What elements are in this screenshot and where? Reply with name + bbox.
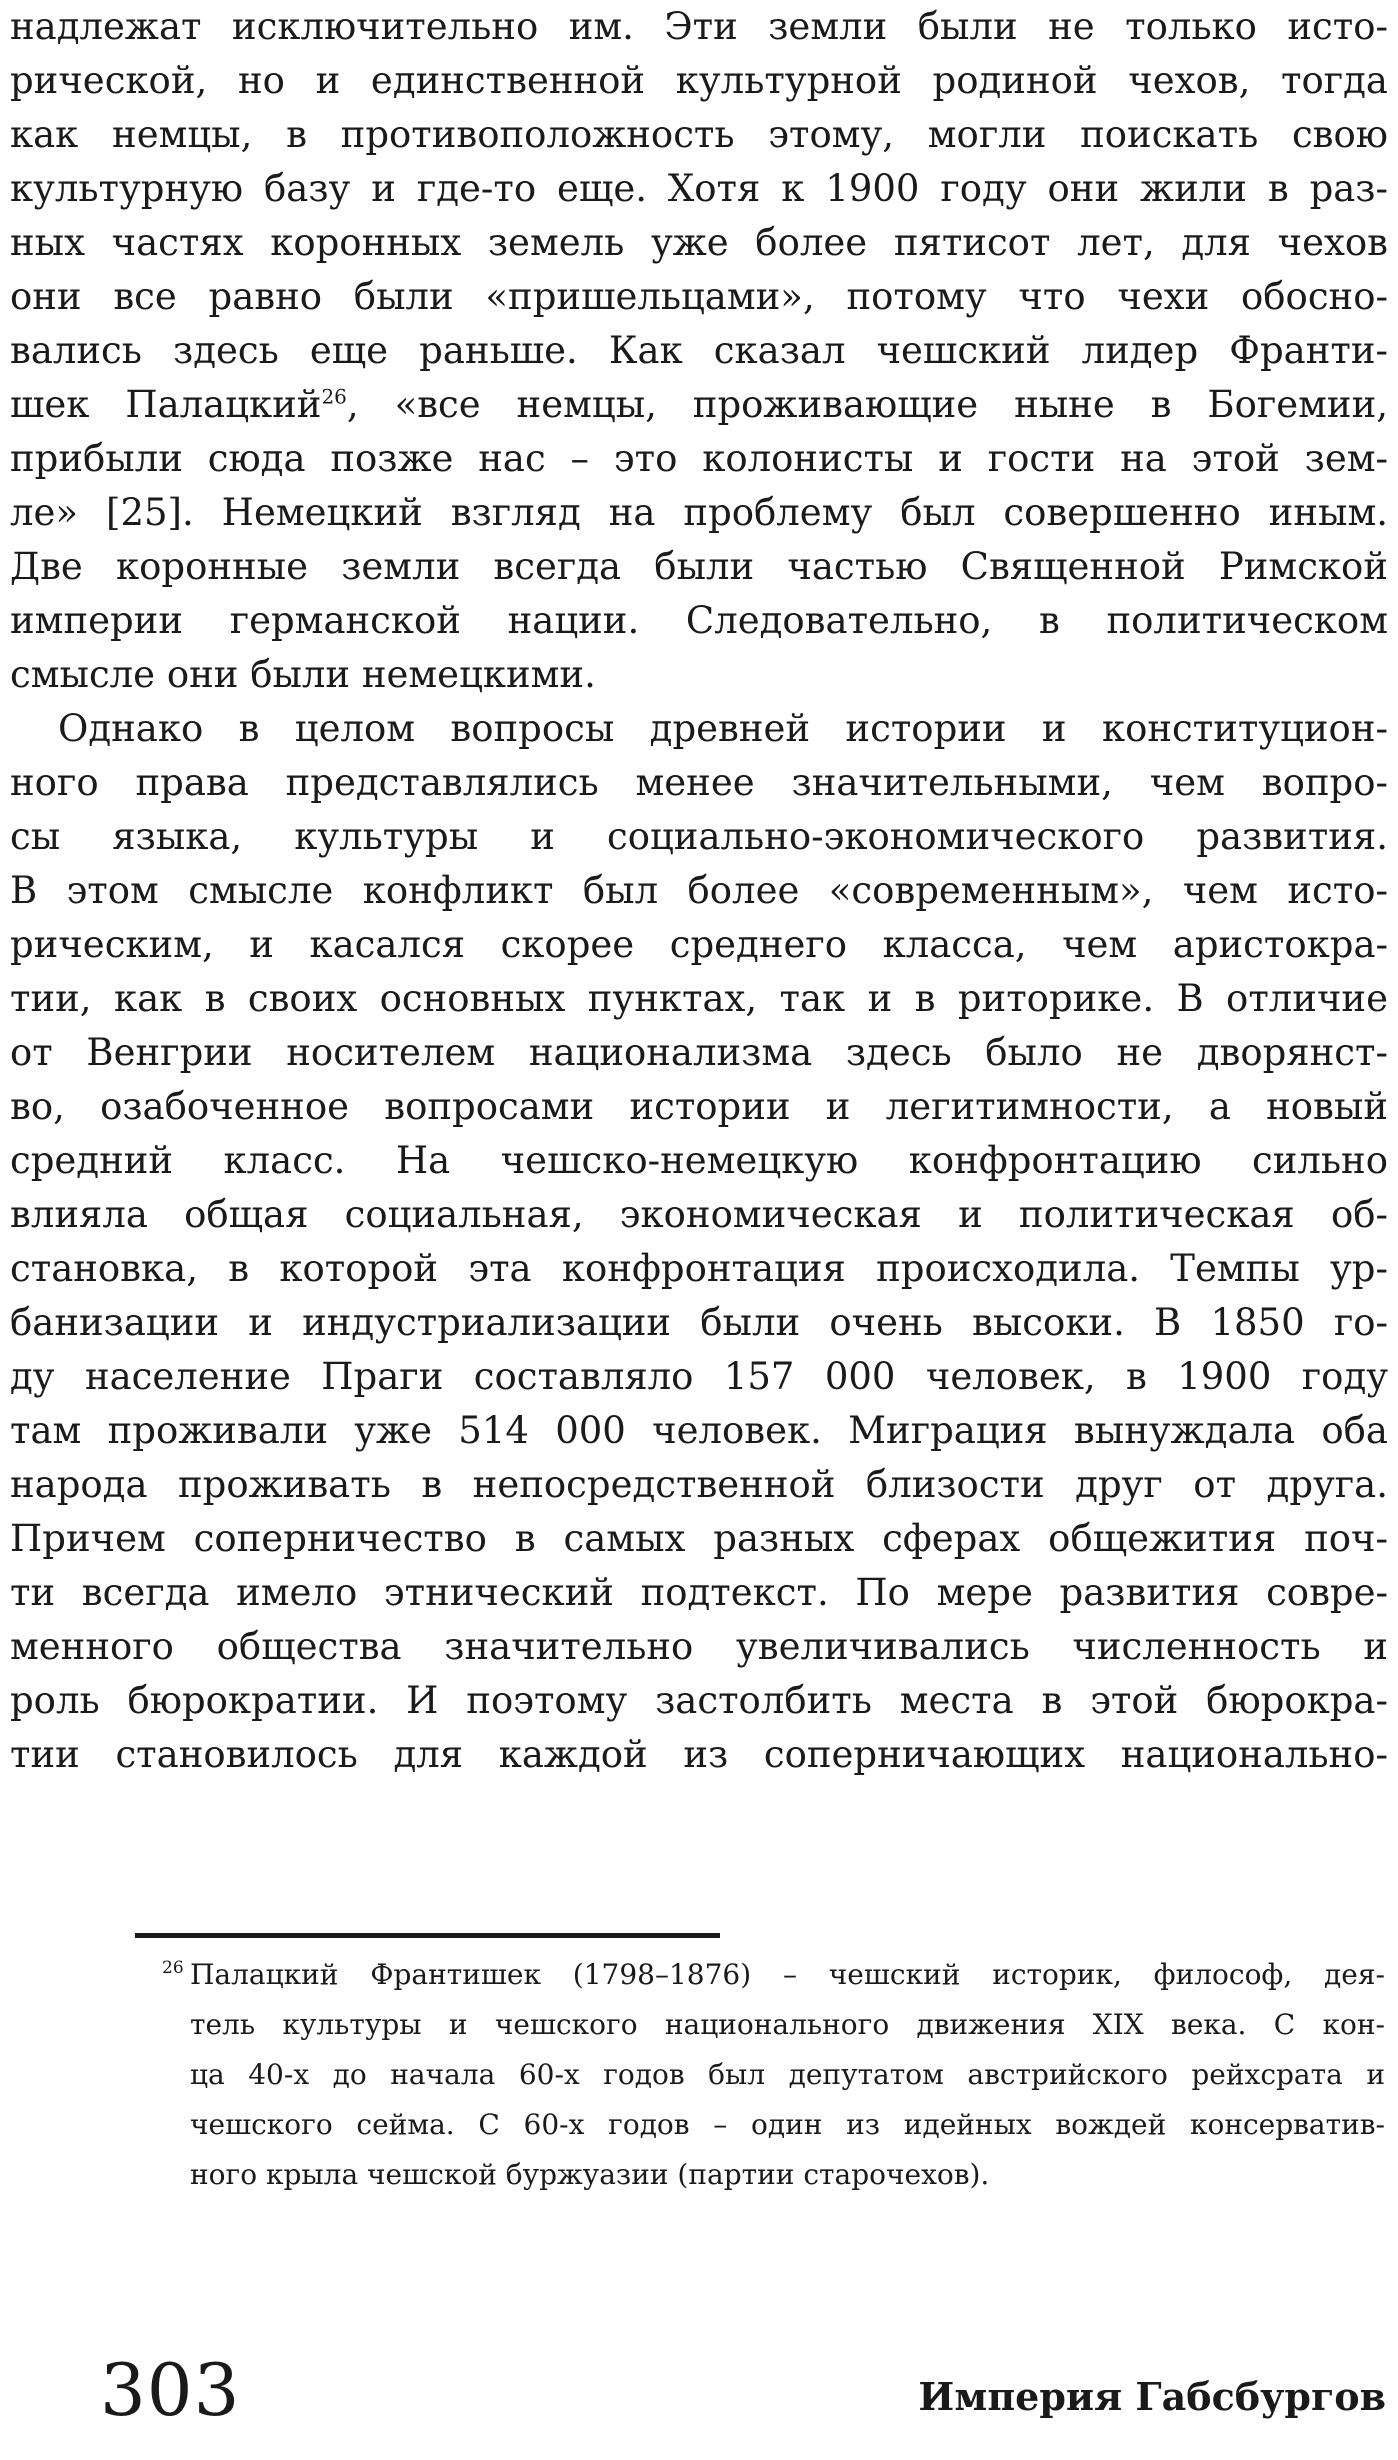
- text-line: рической, но и единственной культурной родиной чехов, тогда: [10, 59, 1388, 102]
- text-line: влияла общая социальная, экономическая и политическая об-: [10, 1193, 1388, 1236]
- text-line: надлежат исключительно им. Эти земли были не только исто-: [10, 5, 1388, 48]
- text-line: народа проживать в непосредственной близости друг от друга.: [10, 1463, 1388, 1506]
- footnote-line: ца 40-х до начала 60-х годов был депутатом австрийского рейхсрата и: [190, 2058, 1385, 2091]
- running-title: Империя Габсбургов: [918, 2374, 1386, 2419]
- text-line: В этом смысле конфликт был более «современным», чем исто-: [10, 869, 1388, 912]
- text-line: тии, как в своих основных пунктах, так и в риторике. В отличие: [10, 977, 1388, 1020]
- footnote-marker: 26: [162, 1958, 184, 1978]
- text-line: они все равно были «пришельцами», потому что чехи обосно-: [10, 275, 1388, 318]
- footnote-divider: [135, 1933, 720, 1938]
- text-line: ду население Праги составляло 157 000 человек, в 1900 году: [10, 1355, 1388, 1398]
- text-line: культурную базу и где-то еще. Хотя к 1900 году они жили в раз-: [10, 167, 1388, 210]
- text-line: там проживали уже 514 000 человек. Миграция вынуждала оба: [10, 1409, 1388, 1452]
- text-line: средний класс. На чешско-немецкую конфронтацию сильно: [10, 1139, 1388, 1182]
- text-line: менного общества значительно увеличивались численность и: [10, 1625, 1388, 1668]
- text-line: ти всегда имело этнический подтекст. По мере развития совре-: [10, 1571, 1388, 1614]
- text-line: рическим, и касался скорее среднего класса, чем аристокра-: [10, 923, 1388, 966]
- text-line: роль бюрократии. И поэтому застолбить места в этой бюрокра-: [10, 1679, 1388, 1722]
- text-line: ле» [25]. Немецкий взгляд на проблему был совершенно иным.: [10, 491, 1388, 534]
- footnote-reference[interactable]: 26: [321, 384, 347, 409]
- text-line: прибыли сюда позже нас – это колонисты и гости на этой зем-: [10, 437, 1388, 480]
- footnote: [190, 1950, 1385, 2200]
- main-text: [10, 0, 1388, 1782]
- footnote-line: Палацкий Франтишек (1798–1876) – чешский историк, философ, дея-: [190, 1958, 1385, 1991]
- text-line: Две коронные земли всегда были частью Священной Римской: [10, 545, 1388, 588]
- text-line: Однако в целом вопросы древней истории и конституцион-: [58, 707, 1388, 750]
- text-line: во, озабоченное вопросами истории и легитимности, а новый: [10, 1085, 1388, 1128]
- footnote-line: ного крыла чешской буржуазии (партии старочехов).: [190, 2158, 990, 2191]
- text-line: ного права представлялись менее значительными, чем вопро-: [10, 761, 1388, 804]
- footnote-line: чешского сейма. С 60-х годов – один из идейных вождей консерватив-: [190, 2108, 1385, 2141]
- footnote-line: тель культуры и чешского национального движения XIX века. С кон-: [190, 2008, 1385, 2041]
- text-line: сы языка, культуры и социально-экономического развития.: [10, 815, 1388, 858]
- text-line: банизации и индустриализации были очень высоки. В 1850 го-: [10, 1301, 1388, 1344]
- text-line: как немцы, в противоположность этому, могли поискать свою: [10, 113, 1388, 156]
- page-number: 303: [100, 2348, 241, 2432]
- text-line: от Венгрии носителем национализма здесь было не дворянст-: [10, 1031, 1388, 1074]
- text-line: империи германской нации. Следовательно, в политическом: [10, 599, 1388, 642]
- text-line: Причем соперничество в самых разных сферах общежития поч-: [10, 1517, 1388, 1560]
- text-segment: шек Палацкий: [10, 383, 322, 426]
- text-line: тии становилось для каждой из соперничающих национально-: [10, 1733, 1388, 1776]
- text-segment: , «все немцы, проживающие ныне в Богемии,: [346, 383, 1388, 426]
- text-line: становка, в которой эта конфронтация происходила. Темпы ур-: [10, 1247, 1388, 1290]
- text-line: [10, 378, 1388, 432]
- text-line: вались здесь еще раньше. Как сказал чешский лидер Франти-: [10, 329, 1388, 372]
- text-line: ных частях коронных земель уже более пятисот лет, для чехов: [10, 221, 1388, 264]
- text-line: смысле они были немецкими.: [10, 653, 596, 696]
